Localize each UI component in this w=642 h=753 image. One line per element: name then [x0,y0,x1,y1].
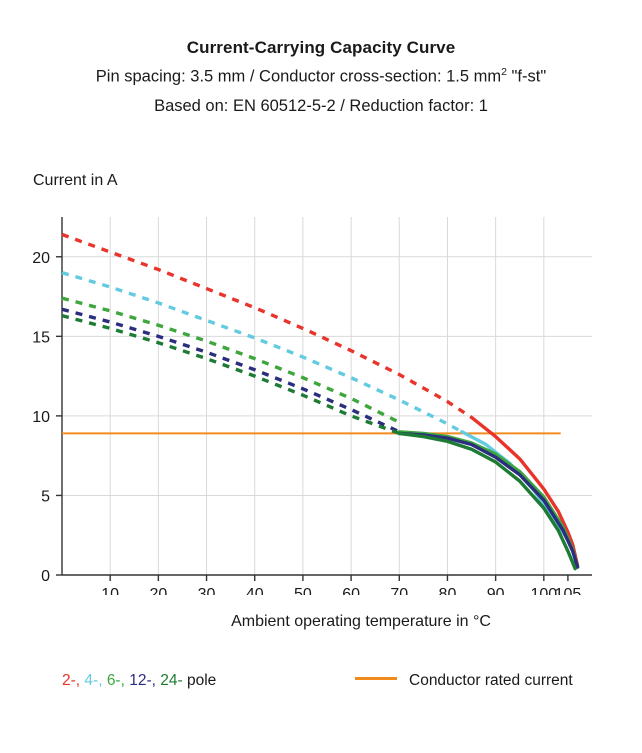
y-tick-label: 15 [32,329,50,347]
subtitle-text-b: "f-st" [506,67,547,86]
x-tick-label: 20 [149,586,168,595]
series-solid-2-pole [472,417,578,565]
x-tick-label: 105 [554,586,582,595]
series-dashed-12-pole [62,309,399,432]
y-tick-label: 5 [41,488,50,506]
legend-item-24-pole: 24- [160,672,183,689]
x-tick-label: 80 [438,586,457,595]
series-dashed-2-pole [62,235,472,418]
chart-title-block [0,0,642,119]
x-tick-label: 50 [294,586,312,595]
x-tick-label: 30 [197,586,216,595]
x-tick-label: 70 [390,586,409,595]
legend-item-12-pole: 12-, [129,672,156,689]
x-tick-label: 100 [530,586,558,595]
legend-line-swatch [355,677,397,680]
series-dashed-4-pole [62,273,462,432]
subtitle-superscript: 2 [501,65,507,78]
chart-legend [0,672,642,712]
chart-subtitle-1 [0,64,642,90]
x-axis-label-wrap [0,613,642,631]
legend-rated-current-label: Conductor rated current [409,672,573,689]
x-tick-label: 10 [101,586,120,595]
legend-item-4-pole: 4-, [84,672,103,689]
y-tick-label: 20 [32,249,50,267]
y-axis-label: Current in A [33,172,118,189]
x-tick-label: 40 [245,586,264,595]
chart-title: Current-Carrying Capacity Curve [186,38,456,57]
x-tick-label: 90 [486,586,505,595]
legend-item-2-pole: 2-, [62,672,81,689]
y-tick-label: 0 [41,568,50,585]
series-dashed-6-pole [62,298,399,422]
legend-rated-current [355,672,573,690]
legend-poles [62,672,216,690]
subtitle-text-a: Pin spacing: 3.5 mm / Conductor cross-section: 1.5 mm [95,67,502,86]
chart-svg [0,205,642,595]
chart-area [0,205,642,595]
legend-item-6-pole: 6-, [106,672,125,689]
y-tick-label: 10 [32,408,50,426]
x-tick-label: 60 [342,586,360,595]
chart-subtitle-2: Based on: EN 60512-5-2 / Reduction factor: 1 [154,96,488,115]
legend-poles-suffix: pole [186,672,217,689]
x-axis-label: Ambient operating temperature in °C [231,613,491,630]
